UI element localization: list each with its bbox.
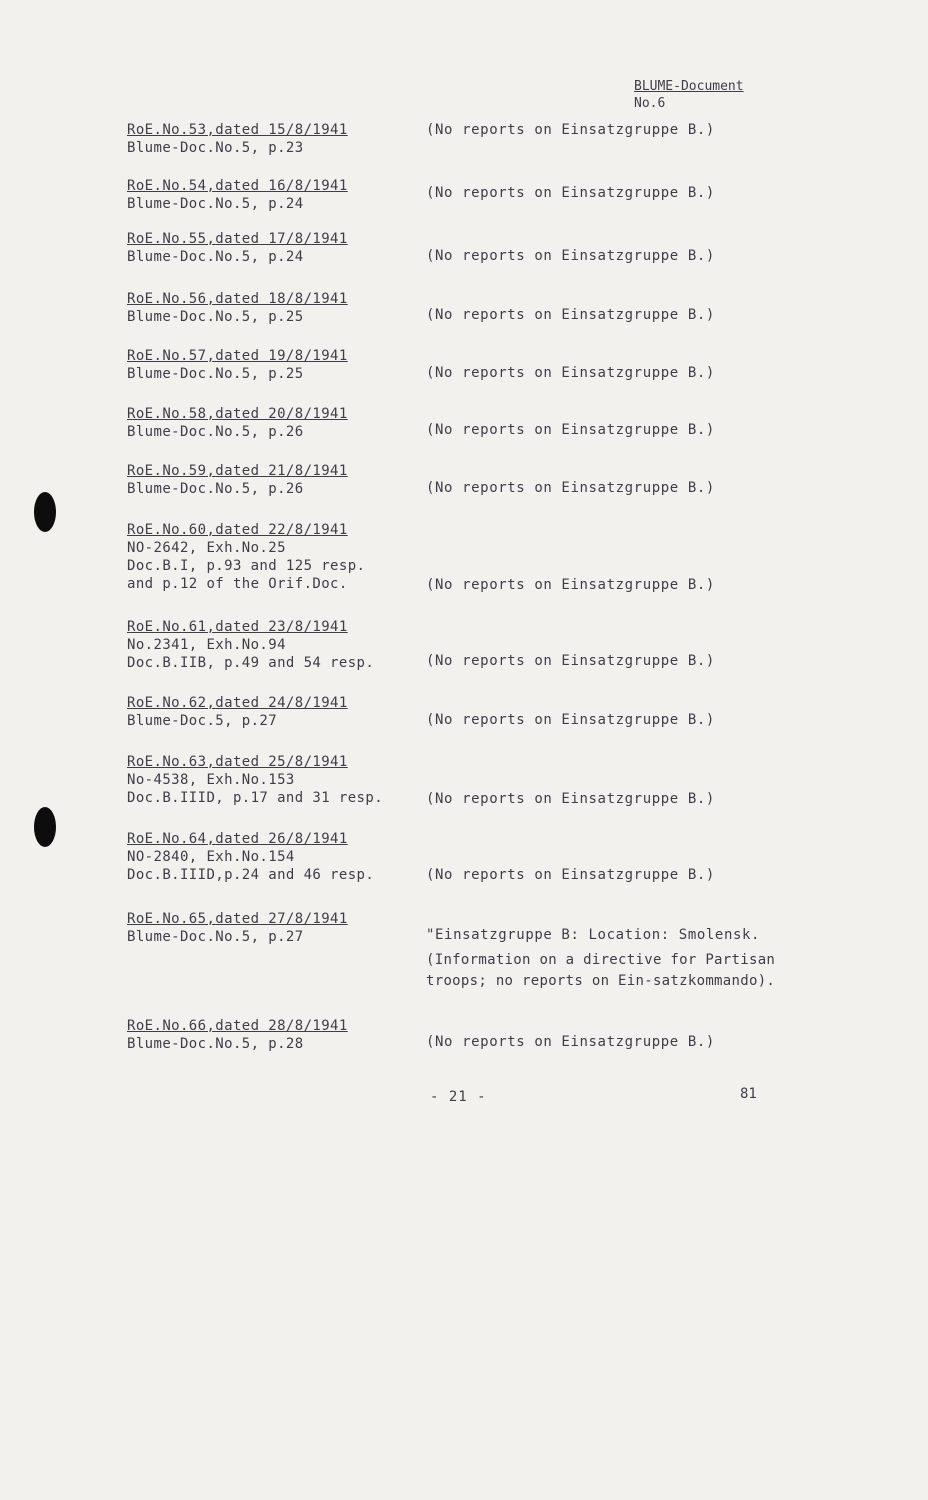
report-entry: [127, 462, 348, 498]
report-source: Blume-Doc.No.5, p.27: [127, 929, 304, 945]
report-source: Blume-Doc.5, p.27: [127, 713, 278, 729]
report-source: Doc.B.IIB, p.49 and 54 resp.: [127, 655, 375, 671]
report-reference: RoE.No.59,dated 21/8/1941: [127, 463, 348, 479]
report-note: (No reports on Einsatzgruppe B.): [426, 422, 715, 438]
report-note: (No reports on Einsatzgruppe B.): [426, 1034, 715, 1050]
report-reference: RoE.No.64,dated 26/8/1941: [127, 831, 348, 847]
report-entry: [127, 290, 348, 326]
report-entry: [127, 753, 383, 807]
report-note: (No reports on Einsatzgruppe B.): [426, 653, 715, 669]
report-note: "Einsatzgruppe B: Location: Smolensk.: [426, 927, 761, 943]
report-reference: RoE.No.63,dated 25/8/1941: [127, 754, 348, 770]
report-entry: [127, 618, 374, 672]
report-reference: RoE.No.55,dated 17/8/1941: [127, 231, 348, 247]
document-reference: [634, 78, 744, 112]
report-reference: RoE.No.60,dated 22/8/1941: [127, 522, 348, 538]
report-source: Blume-Doc.No.5, p.24: [127, 249, 304, 265]
report-reference: RoE.No.62,dated 24/8/1941: [127, 695, 348, 711]
report-entry: [127, 910, 348, 946]
report-note-detail: (Information on a directive for Partisan troops; no reports on Ein-satzkommando).: [426, 952, 776, 989]
report-note: (No reports on Einsatzgruppe B.): [426, 307, 715, 323]
report-note: (No reports on Einsatzgruppe B.): [426, 185, 715, 201]
report-source: Doc.B.I, p.93 and 125 resp.: [127, 558, 366, 574]
report-note: (No reports on Einsatzgruppe B.): [426, 867, 715, 883]
report-note: (No reports on Einsatzgruppe B.): [426, 248, 715, 264]
report-note: (No reports on Einsatzgruppe B.): [426, 712, 715, 728]
report-source: Blume-Doc.No.5, p.26: [127, 481, 304, 497]
report-note: (No reports on Einsatzgruppe B.): [426, 791, 715, 807]
report-reference: RoE.No.58,dated 20/8/1941: [127, 406, 348, 422]
report-source: Doc.B.IIID, p.17 and 31 resp.: [127, 790, 384, 806]
report-source: Doc.B.IIID,p.24 and 46 resp.: [127, 867, 375, 883]
report-reference: RoE.No.54,dated 16/8/1941: [127, 178, 348, 194]
report-reference: RoE.No.66,dated 28/8/1941: [127, 1018, 348, 1034]
stamp-number: 81: [740, 1086, 757, 1102]
report-reference: RoE.No.65,dated 27/8/1941: [127, 911, 348, 927]
report-source: Blume-Doc.No.5, p.25: [127, 366, 304, 382]
report-entry: [127, 521, 365, 593]
report-reference: RoE.No.57,dated 19/8/1941: [127, 348, 348, 364]
report-reference: RoE.No.61,dated 23/8/1941: [127, 619, 348, 635]
report-entry: [127, 405, 348, 441]
document-title: BLUME-Document: [634, 79, 744, 94]
report-entry: [127, 694, 348, 730]
report-note: (No reports on Einsatzgruppe B.): [426, 480, 715, 496]
report-source: No-4538, Exh.No.153: [127, 772, 295, 788]
report-source: No.2341, Exh.No.94: [127, 637, 286, 653]
report-entry: [127, 830, 374, 884]
report-source: Blume-Doc.No.5, p.26: [127, 424, 304, 440]
report-entry: [127, 1017, 348, 1053]
report-note: (No reports on Einsatzgruppe B.): [426, 122, 715, 138]
report-source: Blume-Doc.No.5, p.28: [127, 1036, 304, 1052]
report-reference: RoE.No.53,dated 15/8/1941: [127, 122, 348, 138]
report-note: (No reports on Einsatzgruppe B.): [426, 577, 715, 593]
report-note: (No reports on Einsatzgruppe B.): [426, 365, 715, 381]
punch-hole: [34, 807, 56, 847]
report-source: NO-2840, Exh.No.154: [127, 849, 295, 865]
punch-hole: [34, 492, 56, 532]
document-number: No.6: [634, 96, 666, 111]
report-source: Blume-Doc.No.5, p.23: [127, 140, 304, 156]
report-entry: [127, 121, 348, 157]
report-entry: [127, 347, 348, 383]
report-source: and p.12 of the Orif.Doc.: [127, 576, 348, 592]
report-source: Blume-Doc.No.5, p.24: [127, 196, 304, 212]
report-reference: RoE.No.56,dated 18/8/1941: [127, 291, 348, 307]
report-source: NO-2642, Exh.No.25: [127, 540, 286, 556]
report-entry: [127, 230, 348, 266]
page-number: - 21 -: [430, 1089, 487, 1105]
report-source: Blume-Doc.No.5, p.25: [127, 309, 304, 325]
report-entry: [127, 177, 348, 213]
